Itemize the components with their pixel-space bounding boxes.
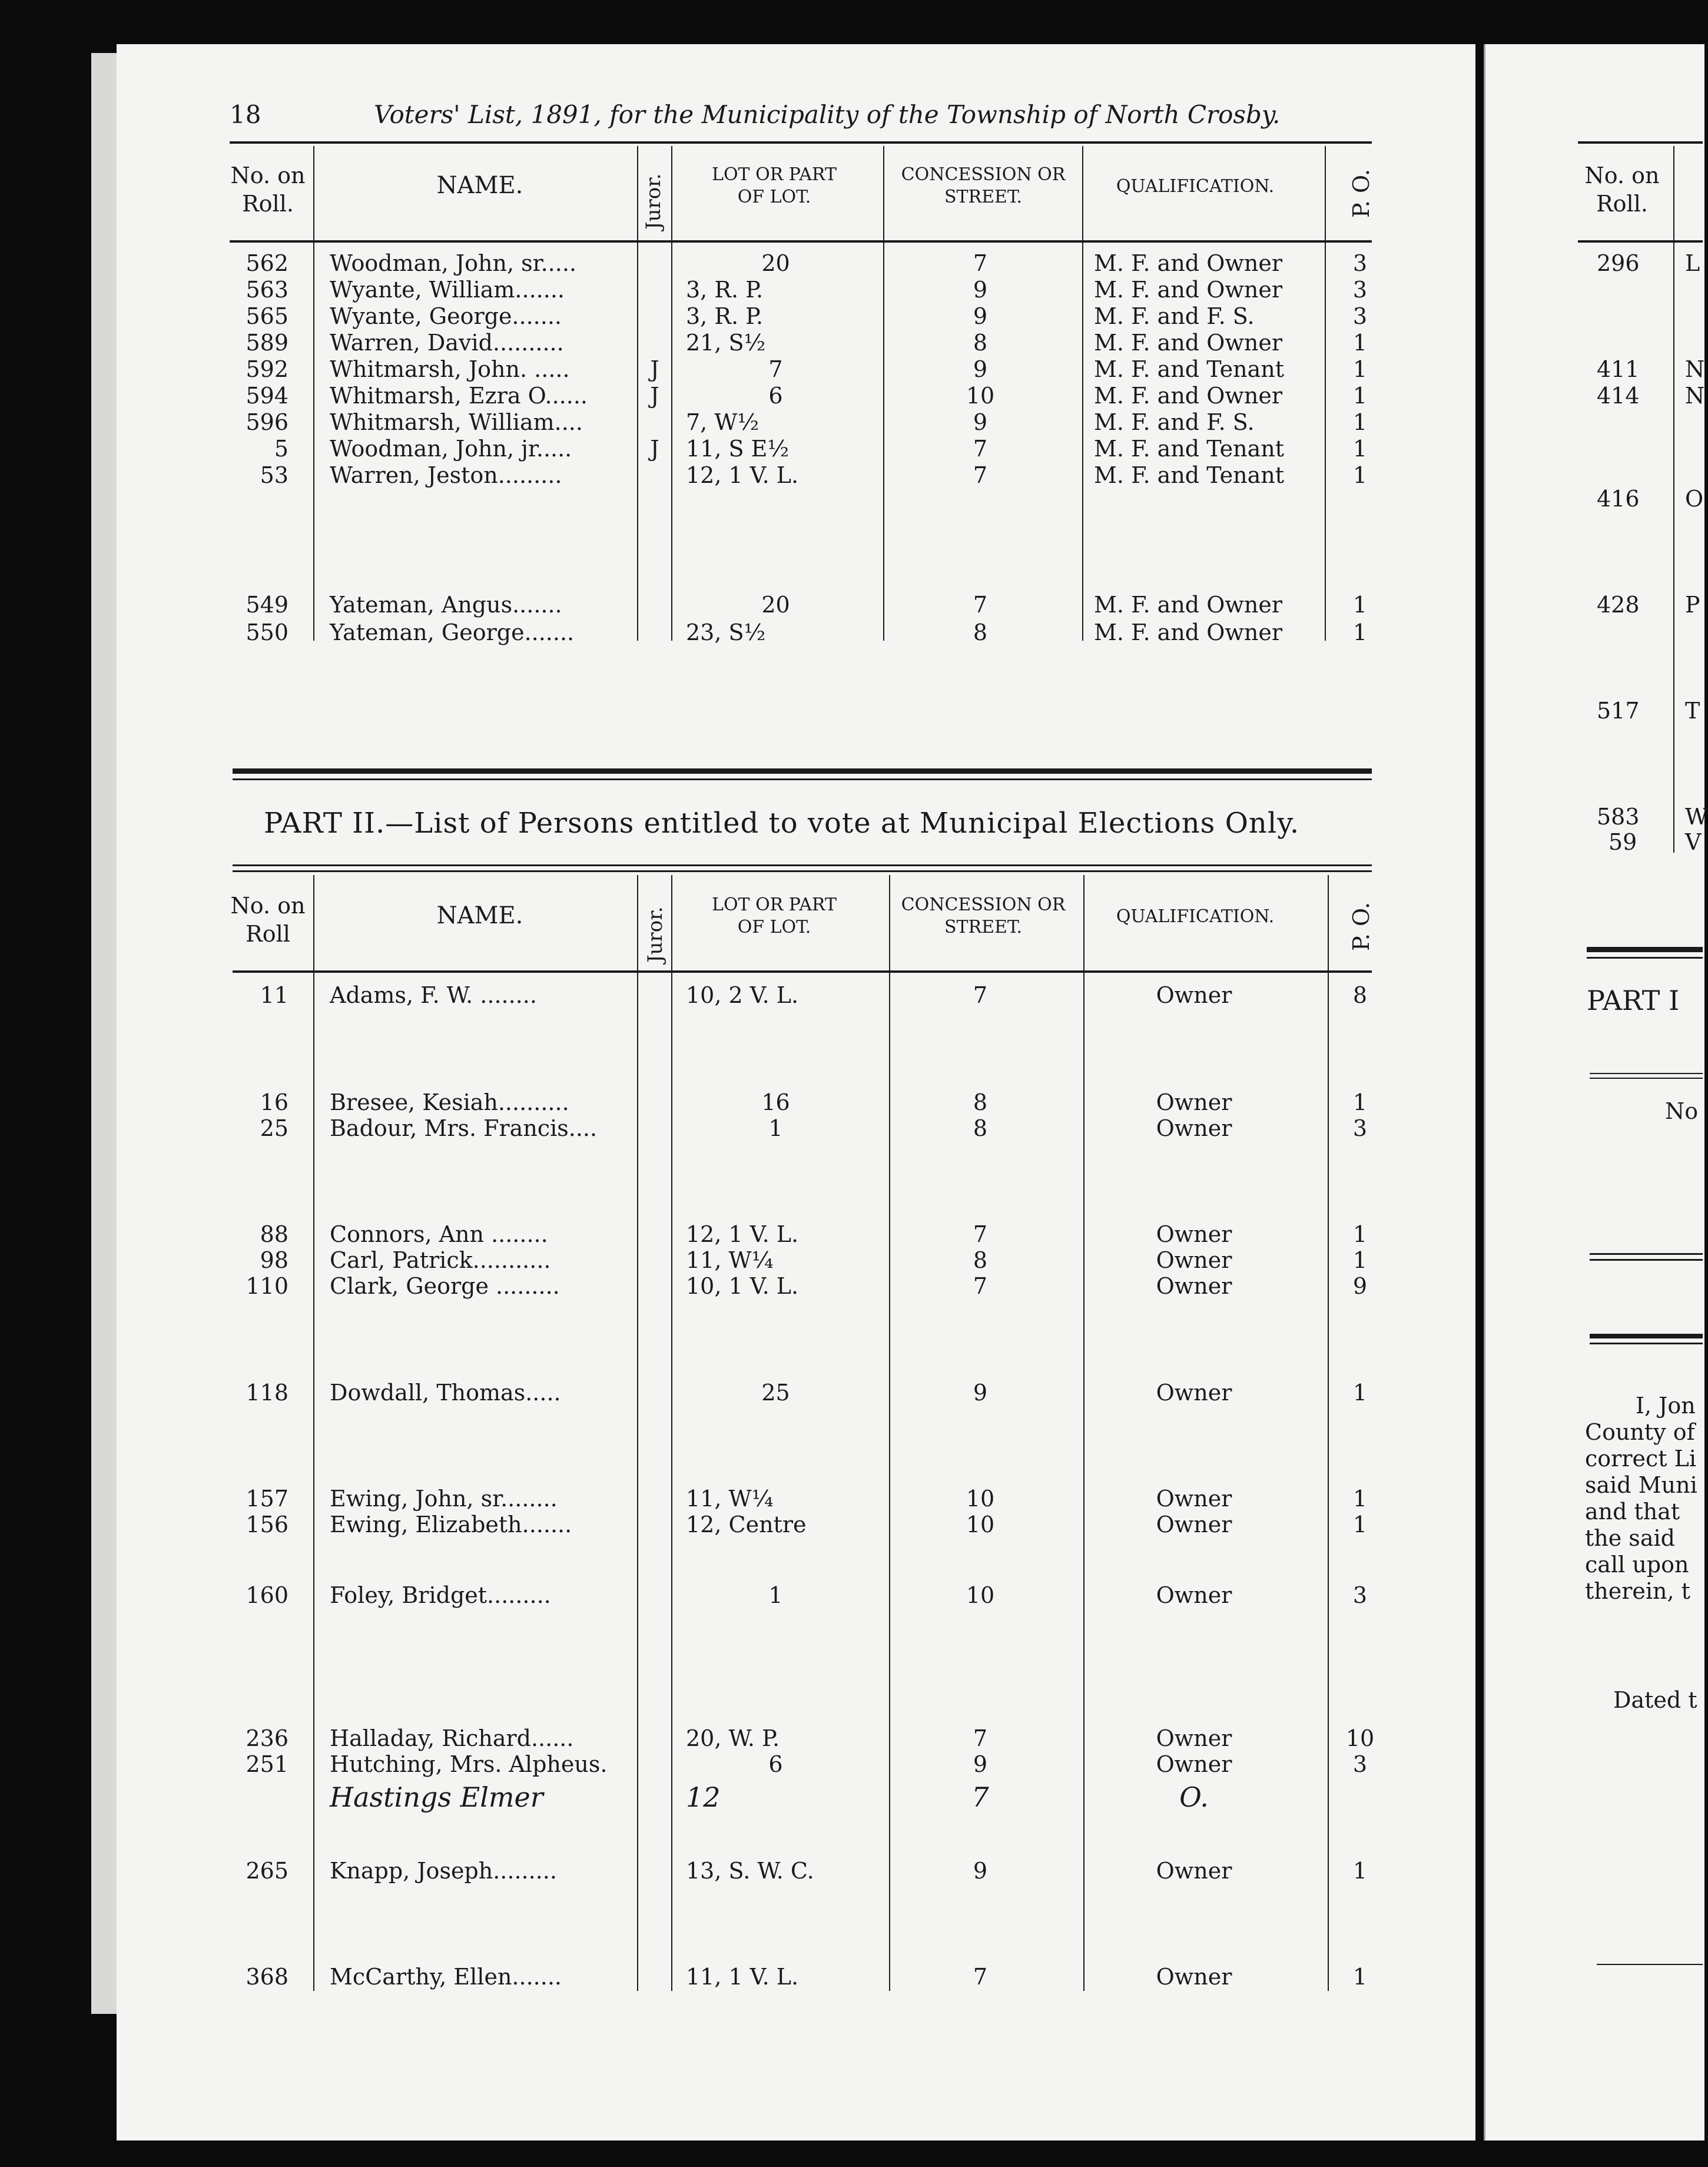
right-top-rule xyxy=(1578,141,1703,144)
right-text-line: the said xyxy=(1585,1525,1675,1551)
table2-separator xyxy=(1083,875,1085,1991)
right-name-initial: P xyxy=(1685,592,1700,618)
right-rule xyxy=(1590,1259,1703,1261)
page-title: Voters' List, 1891, for the Municipality of the Township of North Crosby. xyxy=(374,100,1281,129)
right-text-line: I, Jon xyxy=(1636,1393,1696,1419)
col-lot-header: LOT OR PART OF LOT. xyxy=(712,894,837,937)
right-no-label: No xyxy=(1665,1098,1699,1124)
table1-separator xyxy=(1082,146,1083,641)
col-juror-header: Juror. xyxy=(644,906,667,963)
table2-separator xyxy=(1328,875,1329,1991)
right-roll-number: 583 xyxy=(1597,804,1640,830)
col-name-header: NAME. xyxy=(436,902,523,929)
right-roll-number: 411 xyxy=(1597,356,1640,382)
right-name-initial: O xyxy=(1685,486,1704,512)
right-roll-number: 296 xyxy=(1597,250,1640,276)
right-divider xyxy=(1587,957,1703,959)
table1-top-rule xyxy=(230,141,1372,144)
right-roll-number: 59 xyxy=(1608,829,1637,855)
right-roll-header: No. on Roll. xyxy=(1584,163,1660,217)
right-part-title: PART I xyxy=(1587,985,1680,1016)
table1-separator xyxy=(883,146,884,641)
right-head-rule xyxy=(1578,240,1703,243)
right-divider xyxy=(1587,947,1703,952)
right-name-initial: W xyxy=(1685,804,1708,830)
col-qualification-header: QUALIFICATION. xyxy=(1116,176,1275,197)
col-roll-header: No. on Roll xyxy=(230,893,306,947)
right-roll-number: 416 xyxy=(1597,486,1640,512)
table1-separator xyxy=(671,146,672,641)
table1-head-rule xyxy=(230,240,1372,243)
col-name-header: NAME. xyxy=(436,172,523,199)
right-roll-number: 414 xyxy=(1597,383,1640,409)
section-divider xyxy=(233,778,1372,780)
table2-separator xyxy=(313,875,314,1991)
right-text-line: therein, t xyxy=(1585,1578,1690,1604)
right-rule xyxy=(1590,1253,1703,1255)
right-text-line: correct Li xyxy=(1585,1446,1696,1472)
table2-head-rule xyxy=(233,970,1372,973)
table2-top-rule xyxy=(233,870,1372,872)
right-rule xyxy=(1590,1334,1703,1338)
right-separator xyxy=(1673,146,1674,853)
right-roll-number: 428 xyxy=(1597,592,1640,618)
right-text-line: said Muni xyxy=(1585,1472,1697,1498)
col-qualification-header: QUALIFICATION. xyxy=(1116,906,1275,927)
col-po-header: P. O. xyxy=(1348,902,1374,951)
right-roll-number: 517 xyxy=(1597,698,1640,724)
right-name-initial: T xyxy=(1685,698,1700,724)
col-concession-header: CONCESSION OR STREET. xyxy=(901,164,1066,207)
table1-separator xyxy=(637,146,638,641)
right-rule xyxy=(1590,1343,1703,1344)
table1-separator xyxy=(313,146,314,641)
running-header xyxy=(230,100,1372,141)
table2-separator xyxy=(671,875,672,1991)
right-rule xyxy=(1597,1964,1703,1965)
part2-title: PART II.—List of Persons entitled to vote at Municipal Elections Only. xyxy=(264,807,1300,840)
col-lot-header: LOT OR PART OF LOT. xyxy=(712,164,837,207)
right-name-initial: N xyxy=(1685,383,1705,409)
table2-separator xyxy=(889,875,890,1991)
right-dated-line: Dated t xyxy=(1613,1687,1697,1713)
right-name-initial: N xyxy=(1685,356,1705,382)
right-page xyxy=(1484,44,1704,2141)
right-text-line: and that xyxy=(1585,1499,1680,1525)
col-juror-header: Juror. xyxy=(642,173,665,230)
section-divider xyxy=(233,768,1372,774)
table2-top-rule xyxy=(233,864,1372,866)
right-rule xyxy=(1590,1073,1703,1074)
col-po-header: P. O. xyxy=(1348,168,1374,218)
right-rule xyxy=(1590,1078,1703,1079)
right-text-line: call upon xyxy=(1585,1552,1689,1578)
table2-separator xyxy=(637,875,638,1991)
col-roll-header: No. on Roll. xyxy=(230,163,306,217)
right-text-line: County of xyxy=(1585,1419,1695,1445)
page-number: 18 xyxy=(230,100,261,129)
col-concession-header: CONCESSION OR STREET. xyxy=(901,894,1066,937)
right-name-initial: V xyxy=(1685,829,1702,855)
right-name-initial: L xyxy=(1685,250,1700,276)
table1-separator xyxy=(1325,146,1326,641)
